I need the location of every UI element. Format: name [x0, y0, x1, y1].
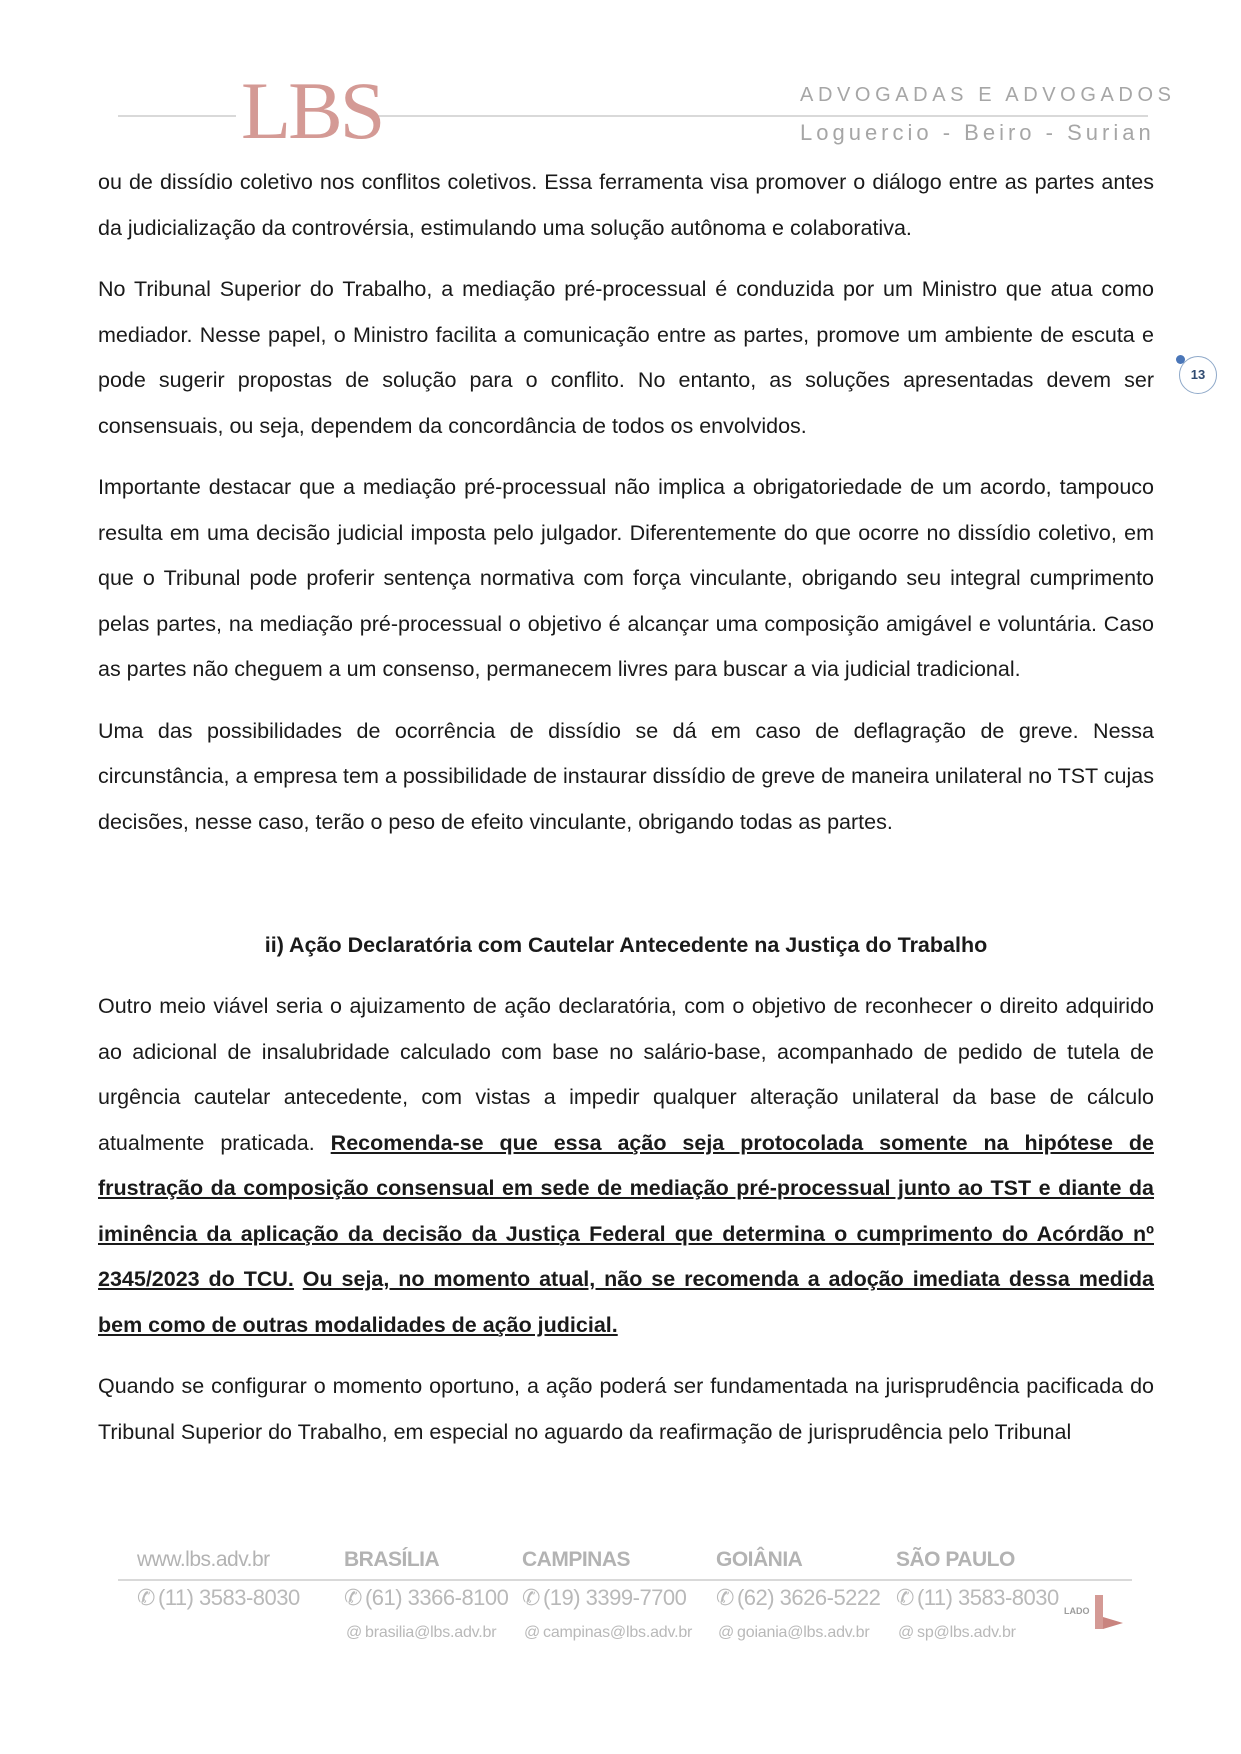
office-email-sao-paulo[interactable]: [898, 1624, 1016, 1642]
paragraph: Quando se configurar o momento oportuno, a ação poderá ser fundamentada na jurisprudência pacificada do Tribunal Superior do Trabalho, em especial no aguardo da reafirmação de jurisprudência pelo Tribunal: [98, 1374, 1154, 1444]
lado-logo-icon: [1093, 1593, 1125, 1633]
email-text: goiania@lbs.adv.br: [737, 1624, 870, 1641]
page-number: 13: [1179, 356, 1217, 394]
office-phone-brasilia: [344, 1585, 508, 1611]
phone-icon: ✆: [896, 1585, 914, 1610]
at-icon: @: [898, 1624, 915, 1641]
phone-icon: ✆: [344, 1585, 362, 1610]
phone-icon: ✆: [522, 1585, 540, 1610]
footer-website[interactable]: www.lbs.adv.br: [137, 1548, 270, 1571]
firm-tagline: ADVOGADAS E ADVOGADOS: [800, 84, 1176, 106]
page-number-dot-icon: [1176, 355, 1185, 364]
phone-icon: ✆: [716, 1585, 734, 1610]
paragraph: No Tribunal Superior do Trabalho, a mediação pré-processual é conduzida por um Ministro que atua como mediador. Nesse papel, o Ministro facilita a comunicação entre as partes, promove um ambiente de escuta e pode sugerir propostas de solução para o conflito. No entanto, as soluções apresentadas devem ser consensuais, ou seja, dependem da concordância de todos os envolvidos.: [98, 277, 1154, 438]
office-phone-sao-paulo: [896, 1585, 1059, 1611]
footer-whatsapp: [137, 1585, 300, 1611]
lado-badge: LADO: [1064, 1606, 1090, 1616]
at-icon: @: [524, 1624, 541, 1641]
office-email-brasilia[interactable]: [346, 1624, 496, 1642]
phone-text: (62) 3626-5222: [736, 1585, 881, 1610]
paragraph: [98, 984, 1154, 1348]
section-heading: ii) Ação Declaratória com Cautelar Antecedente na Justiça do Trabalho: [264, 933, 988, 957]
office-phone-goiania: [716, 1585, 880, 1611]
office-city-sao-paulo: SÃO PAULO: [896, 1548, 1015, 1571]
office-city-brasilia: BRASÍLIA: [344, 1548, 440, 1571]
whatsapp-icon: ✆: [137, 1585, 155, 1610]
phone-text: (61) 3366-8100: [364, 1585, 509, 1610]
office-city-campinas: CAMPINAS: [522, 1548, 631, 1571]
email-text: brasilia@lbs.adv.br: [365, 1624, 497, 1641]
email-text: campinas@lbs.adv.br: [543, 1624, 693, 1641]
emphasized-recommendation: Ou seja, no momento atual, não se recomenda a adoção imediata dessa medida bem como de outras modalidades de ação judicial.: [98, 1267, 1154, 1337]
office-phone-campinas: [522, 1585, 686, 1611]
header-rule-left: [118, 115, 236, 117]
firm-logo: LBS: [241, 65, 383, 156]
email-text: sp@lbs.adv.br: [917, 1624, 1016, 1641]
footer-phone-text: (11) 3583-8030: [157, 1585, 300, 1610]
paragraph: ou de dissídio coletivo nos conflitos coletivos. Essa ferramenta visa promover o diálogo entre as partes antes da judicialização da controvérsia, estimulando uma solução autônoma e colaborativa.: [98, 170, 1154, 240]
phone-text: (11) 3583-8030: [916, 1585, 1059, 1610]
paragraph-text: Outro meio viável seria o ajuizamento de ação declaratória, com o objetivo de reconhecer o direito adquirido ao adicional de insalubridade calculado com base no salário-base, acompanhado de pedido de tutela de urgência cautelar antecedente, com vistas a impedir qualquer alteração unilateral da base de cálculo atualmente praticada.: [98, 994, 1154, 1155]
firm-partners: Loguercio - Beiro - Surian: [800, 120, 1155, 145]
footer-rule: [118, 1579, 1132, 1581]
paragraph: Importante destacar que a mediação pré-processual não implica a obrigatoriedade de um acordo, tampouco resulta em uma decisão judicial imposta pelo julgador. Diferentemente do que ocorre no dissídio coletivo, em que o Tribunal pode proferir sentença normativa com força vinculante, obrigando seu integral cumprimento pelas partes, na mediação pré-processual o objetivo é alcançar uma composição amigável e voluntária. Caso as partes não cheguem a um consenso, permanecem livres para buscar a via judicial tradicional.: [98, 475, 1154, 681]
header-rule-right: [376, 115, 1148, 117]
at-icon: @: [718, 1624, 735, 1641]
office-city-goiania: GOIÂNIA: [716, 1548, 803, 1571]
at-icon: @: [346, 1624, 363, 1641]
emphasized-recommendation: Recomenda-se que essa ação seja protocolada somente na hipótese de frustração da composição consensual em sede de mediação pré-processual junto ao TST e diante da iminência da aplicação da decisão da Justiça Federal que determina o cumprimento do Acórdão nº 2345/2023 do TCU.: [98, 1130, 1154, 1291]
office-email-goiania[interactable]: [718, 1624, 869, 1642]
phone-text: (19) 3399-7700: [542, 1585, 687, 1610]
office-email-campinas[interactable]: [524, 1624, 692, 1642]
paragraph: Uma das possibilidades de ocorrência de dissídio se dá em caso de deflagração de greve. Nessa circunstância, a empresa tem a possibilidade de instaurar dissídio de greve de maneira unilateral no TST cujas decisões, nesse caso, terão o peso de efeito vinculante, obrigando todas as partes.: [98, 718, 1154, 834]
document-body: [98, 160, 1154, 1455]
